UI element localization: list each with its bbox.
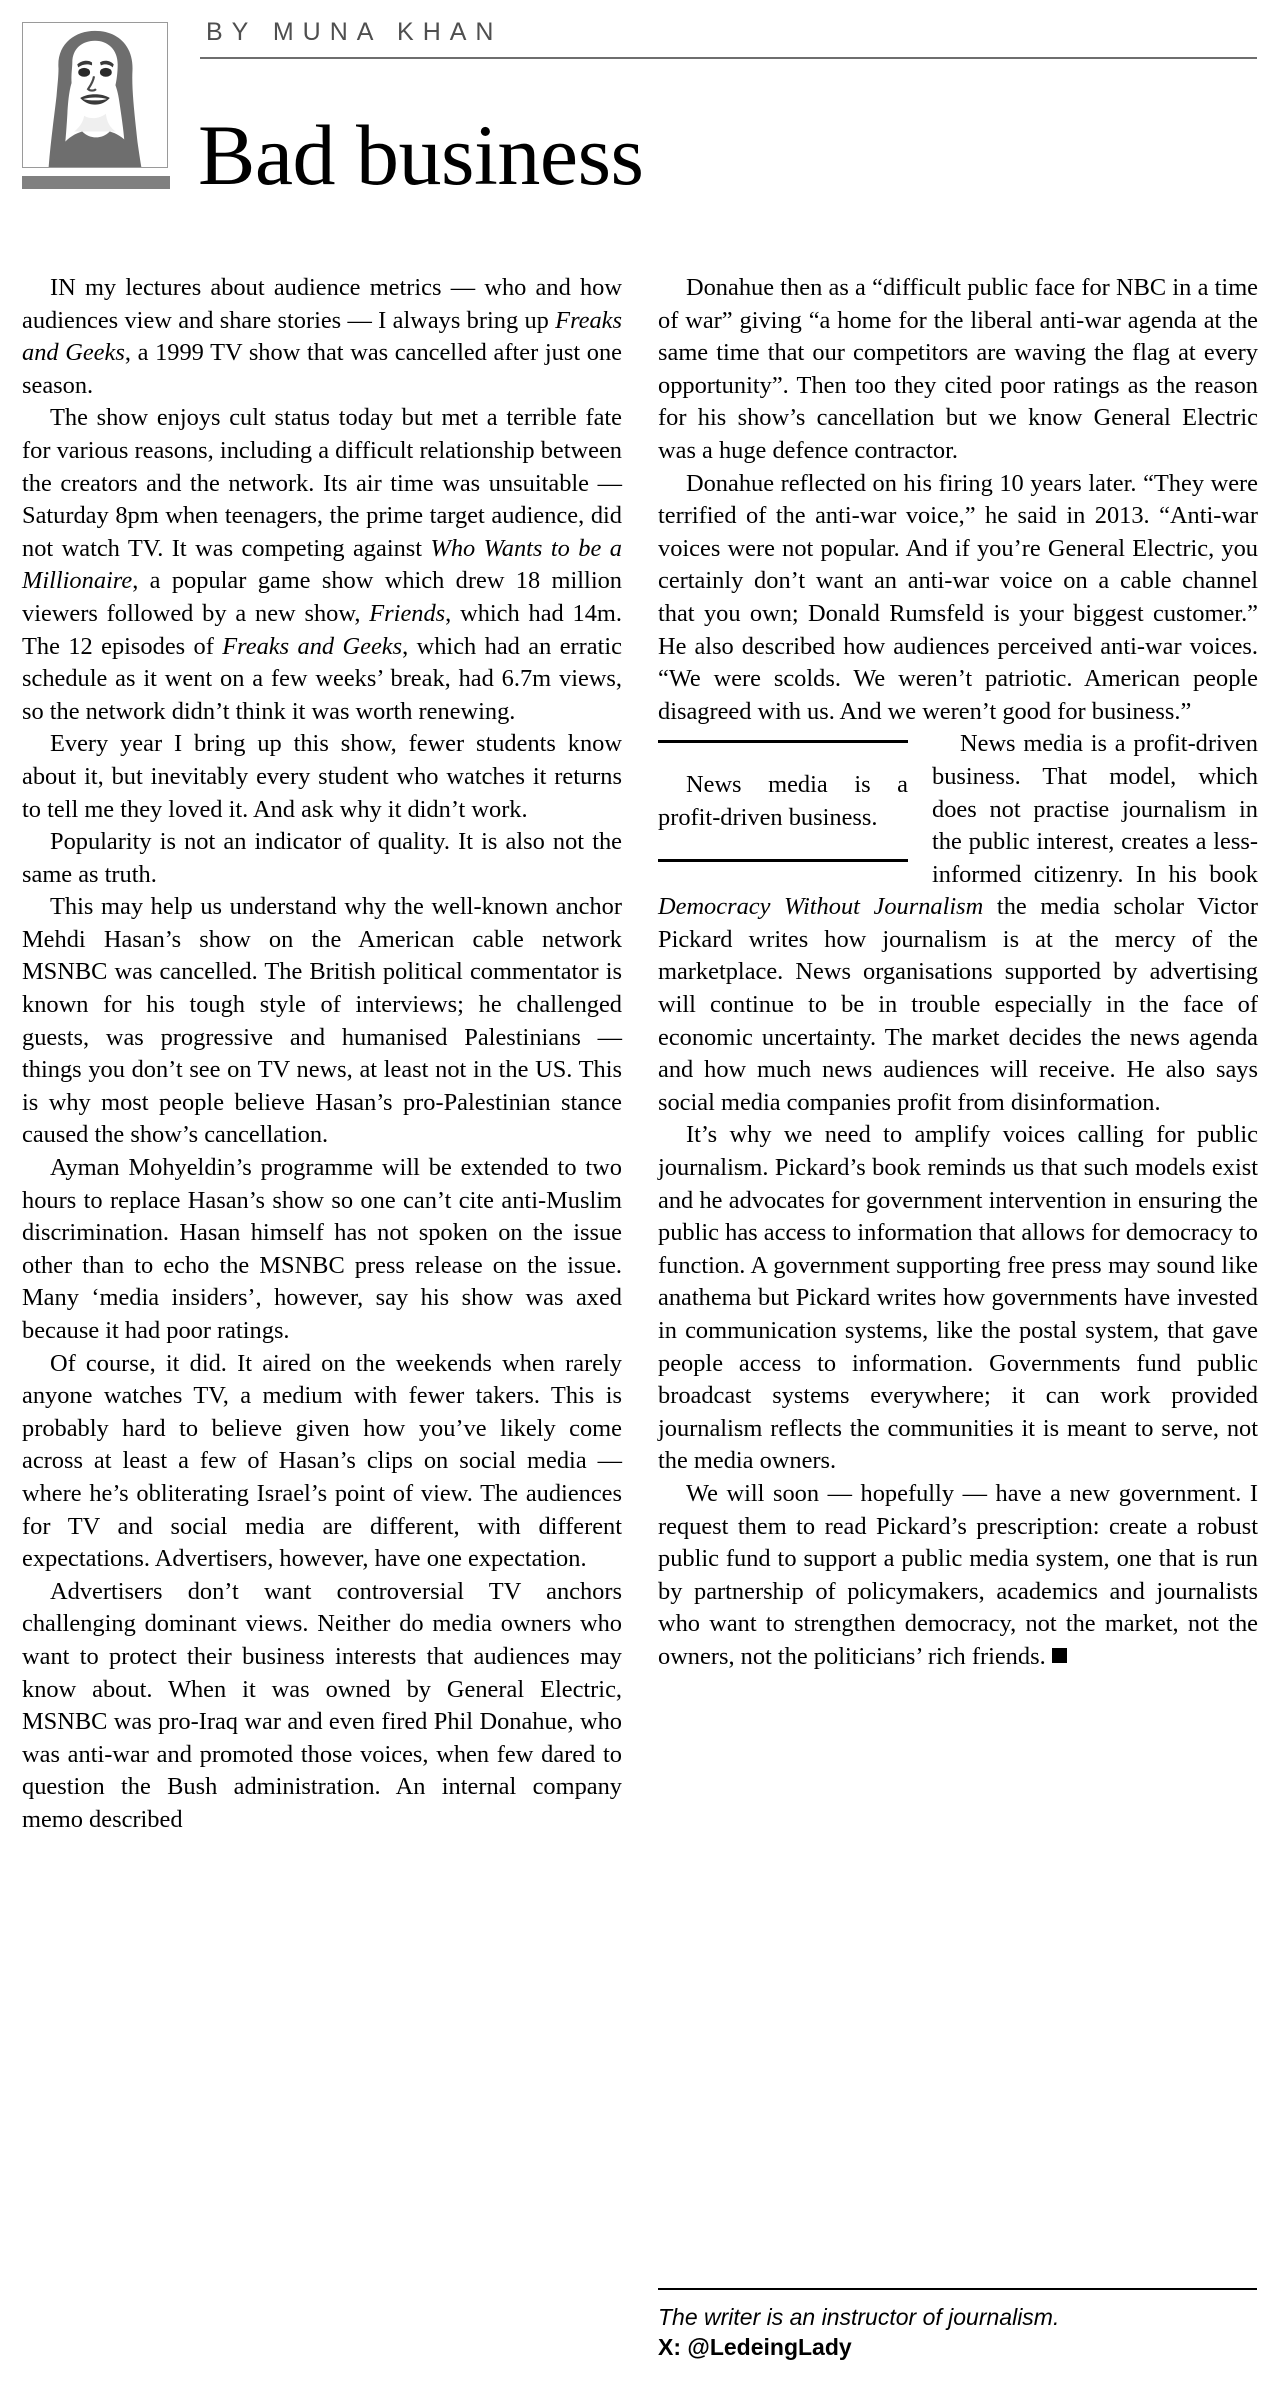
article-paragraph: This may help us understand why the well-known anchor Mehdi Hasan’s show on the American cable network MSNBC was cancelled. The British political commentator is known for his tough style of interviews; he challenged guests, was progressive and humanised Palestinians — things you don’t see on TV news, at least not in the US. This is why most people believe Hasan’s pro-Palestinian stance caused the show’s cancellation. <box>22 893 622 1149</box>
masthead <box>0 0 1279 268</box>
article-paragraph: The show enjoys cult status today but met a terrible fate for various reasons, including a difficult relationship between the creators and the network. Its air time was unsuitable — Saturday 8pm when teenagers, the prime target audience, did not watch TV. It was competing against Who Wants to be a Millionaire, a popular game show which drew 18 million viewers followed by a new show, Friends, which had 14m. The 12 episodes of Freaks and Geeks, which had an erratic schedule as it went on a few weeks’ break, had 6.7m views, so the network didn’t think it was worth renewing. <box>22 404 622 725</box>
article-paragraph: News media is a profit-driven business. That model, which does not practise journalism in the public interest, creates a less-informed citizenry. In his book Democracy Without Journalism the media scholar Victor Pickard writes how journalism is at the mercy of the marketplace. News organisations supported by advertising will continue to be in trouble especially in the face of economic uncertainty. The market decides the news agenda and how much news audiences will receive. He also says social media companies profit from disinformation. <box>658 730 1258 1116</box>
social-handle[interactable]: X: @LedeingLady <box>658 2334 852 2360</box>
pull-quote-top-rule <box>658 740 908 743</box>
article-paragraph: It’s why we need to amplify voices calling for public journalism. Pickard’s book reminds us that such models exist and he advocates for government intervention in ensuring the public has access to information that allows for democracy to function. A government supporting free press may sound like anathema but Pickard writes how governments have invested in communication systems, like the postal system, that gave people access to information. Governments fund public broadcast systems everywhere; it can work provided journalism reflects the communities it is meant to serve, not the media owners. <box>658 1121 1258 1475</box>
pull-quote-bottom-rule <box>658 859 908 862</box>
article-paragraph: Advertisers don’t want controversial TV anchors challenging dominant views. Neither do media owners who want to protect their business interests that audiences may know about. When it was owned by General Electric, MSNBC was pro-Iraq war and even fired Phil Donahue, who was anti-war and promoted those voices, when few dared to question the Bush administration. An internal company memo described <box>22 1577 622 1833</box>
article-paragraph: Donahue reflected on his firing 10 years later. “They were terrified of the anti-war voice,” he said in 2013. “Anti-war voices were not popular. And if you’re General Electric, you certainly don’t want an anti-war voice on a cable channel that you own; Donald Rumsfeld is your biggest customer.” He also described how audiences perceived anti-war voices. “We were scolds. We weren’t patriotic. American people disagreed with us. And we weren’t good for business.” <box>658 469 1258 725</box>
footer-divider-rule <box>658 2288 1257 2290</box>
author-portrait-image <box>22 22 168 168</box>
article-paragraph: Ayman Mohyeldin’s programme will be extended to two hours to replace Hasan’s show so one can’t cite anti-Muslim discrimination. Hasan himself has not spoken on the issue other than to echo the MSNBC press release on the issue. Many ‘media insiders’, however, say his show was axed because it had poor ratings. <box>22 1154 622 1344</box>
end-mark-icon <box>1052 1648 1067 1663</box>
pull-quote <box>658 740 908 861</box>
column-right <box>658 272 1258 1837</box>
headline: Bad business <box>198 107 644 203</box>
article-columns <box>22 272 1257 1837</box>
article-footer <box>658 2288 1257 2363</box>
article-paragraph: IN my lectures about audience metrics — who and how audiences view and share stories — I always bring up Freaks and Geeks, a 1999 TV show that was cancelled after just one season. <box>22 274 622 399</box>
byline-text: BY MUNA KHAN <box>206 18 503 46</box>
photo-underline-bar <box>22 176 170 189</box>
byline-block <box>200 18 1257 59</box>
article-paragraph: Of course, it did. It aired on the weekends when rarely anyone watches TV, a medium with fewer takers. This is probably hard to believe given how you’ve likely come across at least a few of Hasan’s clips on social media — where he’s obliterating Israel’s point of view. The audiences for TV and social media are different, with different expectations. Advertisers, however, have one expectation. <box>22 1349 622 1573</box>
article-paragraph: Every year I bring up this show, fewer students know about it, but inevitably every student who watches it returns to tell me they loved it. And ask why it didn’t work. <box>22 730 622 823</box>
column-left <box>22 272 622 1837</box>
pull-quote-text: News media is a profit-driven business. <box>658 771 908 831</box>
article-paragraph: We will soon — hopefully — have a new government. I request them to read Pickard’s prescription: create a robust public fund to support a public media system, one that is run by partnership of policymakers, academics and journalists who want to strengthen democracy, not the market, not the owners, not the politicians’ rich friends. <box>658 1479 1258 1670</box>
writer-credit: The writer is an instructor of journalism. <box>658 2304 1060 2330</box>
byline-divider-rule <box>200 57 1257 59</box>
article-paragraph: Popularity is not an indicator of quality. It is also not the same as truth. <box>22 828 622 888</box>
article-paragraph: Donahue then as a “difficult public face for NBC in a time of war” giving “a home for the liberal anti-war agenda at the same time that our competitors are waving the flag at every opportunity”. Then too they cited poor ratings as the reason for his show’s cancellation but we know General Electric was a huge defence contractor. <box>658 274 1258 464</box>
author-photo-block <box>22 22 170 189</box>
